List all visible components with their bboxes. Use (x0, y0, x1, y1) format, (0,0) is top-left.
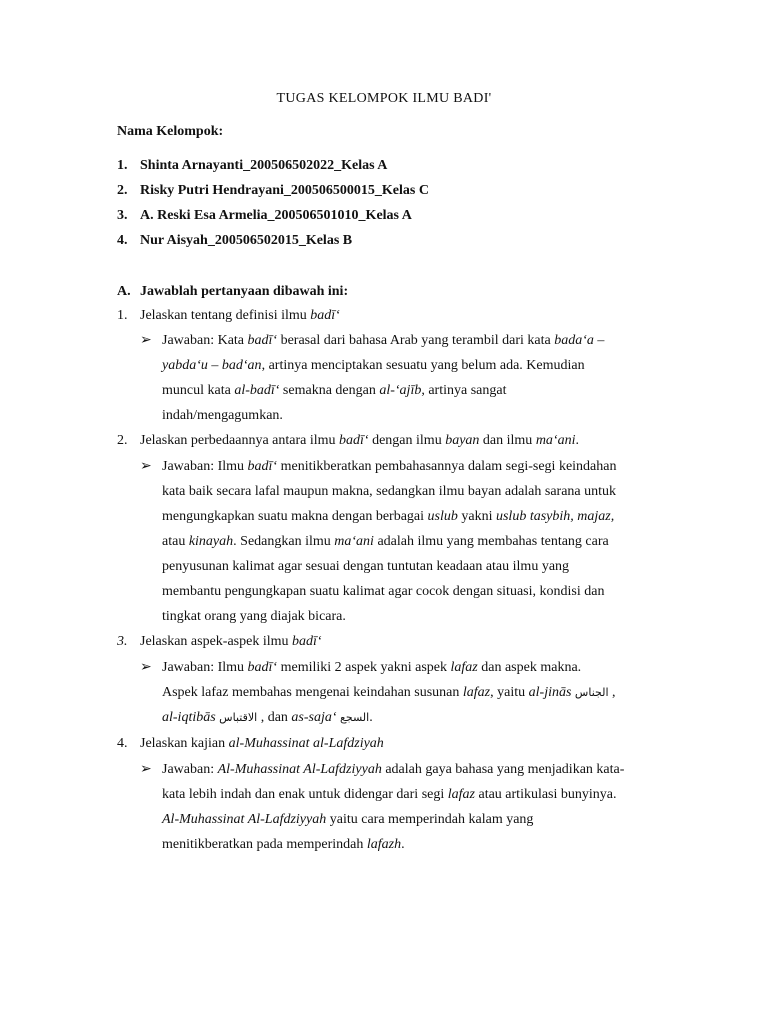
question-number: 2. (117, 433, 128, 448)
question-number: 3. (117, 634, 128, 649)
question-number: 1. (117, 308, 128, 323)
question-number: 4. (117, 736, 128, 751)
arrowhead-bullet-icon: ➢ (140, 333, 152, 348)
answer-line: penyusunan kalimat agar sesuai dengan tuntutan keadaan atau ilmu yang (162, 559, 570, 574)
answer-line: mengungkapkan suatu makna dengan berbagai uslub yakni uslub tasybih, majaz, (162, 509, 615, 524)
answer-line: membantu pengungkapan suatu kalimat agar cocok dengan situasi, kondisi dan (162, 584, 605, 599)
member-number: 4. (117, 233, 128, 248)
answer-line: Al-Muhassinat Al-Lafdziyyah yaitu cara memperindah kalam yang (162, 812, 534, 827)
answer-line: muncul kata al-badī‘ semakna dengan al-‘ajīb, artinya sangat (162, 383, 507, 398)
answer-line: indah/mengagumkan. (162, 408, 283, 423)
member-name: A. Reski Esa Armelia_200506501010_Kelas A (140, 208, 412, 223)
arrowhead-bullet-icon: ➢ (140, 459, 152, 474)
answer-line: kata lebih indah dan enak untuk didengar dari segi lafaz atau artikulasi bunyinya. (162, 787, 617, 802)
member-number: 3. (117, 208, 128, 223)
answer-line: al-iqtibās الاقتباس , dan as-saja‘ السجع. (162, 710, 373, 725)
member-name: Shinta Arnayanti_200506502022_Kelas A (140, 158, 388, 173)
section-heading: Jawablah pertanyaan dibawah ini: (140, 284, 349, 299)
answer-line: menitikberatkan pada memperindah lafazh. (162, 837, 405, 852)
answer-line: ➢ Jawaban: Al-Muhassinat Al-Lafdziyyah adalah gaya bahasa yang menjadikan kata- (140, 762, 625, 777)
group-label: Nama Kelompok: (117, 124, 224, 139)
question-text: Jelaskan aspek-aspek ilmu badī‘ (140, 634, 322, 649)
answer-line: ➢ Jawaban: Ilmu badī‘ memiliki 2 aspek yakni aspek lafaz dan aspek makna. (140, 660, 582, 675)
answer-line: ➢ Jawaban: Ilmu badī‘ menitikberatkan pembahasannya dalam segi-segi keindahan (140, 459, 617, 474)
question-text: Jelaskan kajian al-Muhassinat al-Lafdziyah (140, 736, 384, 751)
member-number: 2. (117, 183, 128, 198)
section-letter: A. (117, 284, 131, 299)
answer-line: yabda‘u – bad‘an, artinya menciptakan sesuatu yang belum ada. Kemudian (162, 358, 585, 373)
answer-line: ➢ Jawaban: Kata badī‘ berasal dari bahasa Arab yang terambil dari kata bada‘a – (140, 333, 605, 348)
answer-line: Aspek lafaz membahas mengenai keindahan susunan lafaz, yaitu al-jinās الجناس , (162, 685, 616, 700)
answer-line: atau kinayah. Sedangkan ilmu ma‘ani adalah ilmu yang membahas tentang cara (162, 534, 609, 549)
member-number: 1. (117, 158, 128, 173)
answer-line: kata baik secara lafal maupun makna, sedangkan ilmu bayan adalah sarana untuk (162, 484, 617, 499)
member-name: Nur Aisyah_200506502015_Kelas B (140, 233, 353, 248)
question-text: Jelaskan tentang definisi ilmu badī‘ (140, 308, 340, 323)
question-text: Jelaskan perbedaannya antara ilmu badī‘ dengan ilmu bayan dan ilmu ma‘ani. (140, 433, 579, 448)
member-name: Risky Putri Hendrayani_200506500015_Kelas C (140, 183, 429, 198)
answer-line: tingkat orang yang diajak bicara. (162, 609, 346, 624)
arrowhead-bullet-icon: ➢ (140, 660, 152, 675)
document-title: TUGAS KELOMPOK ILMU BADI' (276, 91, 492, 106)
arrowhead-bullet-icon: ➢ (140, 762, 152, 777)
